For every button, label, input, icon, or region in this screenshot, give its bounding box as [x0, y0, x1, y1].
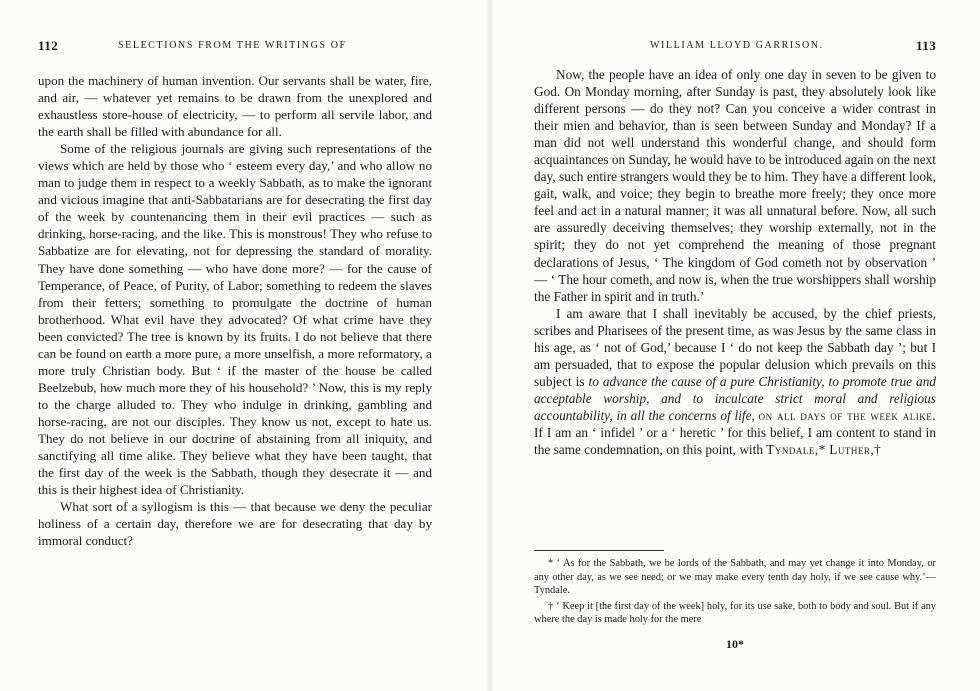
- footnotes: [534, 557, 936, 629]
- footnote-1: * ‘ As for the Sabbath, we be lords of the Sabbath, and may yet change it into Monday, or any other day, as we see need; or we may make every tenth day holy, if we see cause why.’—Tyndale.: [534, 558, 936, 596]
- name-luther: Luther,†: [829, 442, 882, 458]
- left-page-number: 112: [38, 38, 59, 53]
- left-paragraph-1: upon the machinery of human invention. Our servants shall be water, fire, and air, — whatever yet remains to be drawn from the unexplored and exhaustless store-house of electricity, — to perform all servile labor, and the earth shall be filled with abundance for all.: [38, 73, 432, 140]
- left-paragraph-3: What sort of a syllogism is this — that because we deny the peculiar holiness of a certain day, therefore we are for desecrating that day by immoral conduct?: [38, 499, 432, 549]
- right-running-head: [490, 38, 980, 54]
- right-page: [490, 0, 980, 691]
- right-paragraph-2-end: If I am an ‘ infidel ’ or a ‘ heretic ’ for this belief, I am content to stand in the same condemnation, on this point, with: [534, 424, 936, 458]
- right-paragraph-2-plain: I am aware that I shall inevitably be accused, by the chief priests, scribes and Pharisees of the present time, as was Jesus by the same class in his age, as ‘ not of God,’ because I ‘ do not keep the Sabbath day ’; but I am persuaded, that to expose the popular delusion which prevails on this subject is: [534, 305, 936, 389]
- right-body-text: [534, 66, 936, 458]
- signature-mark: 10*: [726, 637, 744, 651]
- left-body-text: [38, 72, 432, 549]
- right-running-title: WILLIAM LLOYD GARRISON.: [650, 40, 824, 51]
- left-paragraph-2: Some of the religious journals are giving such representations of the views which are held by those who ‘ esteem every day,’ and who allow no man to judge them in respect to a weekly Sabbath, as to make the ignorant and vicious imagine that anti-Sabbatarians are for desecrating the first day of the week by countenancing them in their evil practices — such as drinking, horse-racing, and the like. This is monstrous! They who refuse to Sabbatize are for elevating, not for depressing the standard of morality. They have done something — who have done more? — for the cause of Temperance, of Peace, of Purity, of Labor; something to redeem the slaves from their fetters; something to promulgate the doctrine of human brotherhood. What evil have they advocated? Of what crime have they been convicted? The tree is known by its fruits. I do not believe that there can be found on earth a more pure, a more unselfish, a more reformatory, a more truly Christian body. But ‘ if the master of the house be called Beelzebub, how much more they of his household? ’ Now, this is my reply to the charge alluded to. They who indulge in drinking, gambling and horse-racing, are not our disciples. They know us not, except to hate us. They do not believe in our doctrine of abstaining from all iniquity, and sanctifying all time alike. They believe what they have been taught, that the first day of the week is the Sabbath, though they desecrate it — and this is their highest idea of Christianity.: [38, 141, 432, 498]
- right-paragraph-2-caps: on all days of the week alike.: [758, 407, 937, 423]
- right-page-number: 113: [916, 38, 937, 53]
- name-tyndale: Tyndale,*: [766, 442, 826, 458]
- right-paragraph-2: [534, 305, 936, 458]
- left-running-title: SELECTIONS FROM THE WRITINGS OF: [118, 40, 347, 51]
- right-paragraph-1: Now, the people have an idea of only one day in seven to be given to God. On Monday morning, after Sunday is past, they absolutely look like different persons — do they not? Can you conceive a wider contrast in their mien and behavior, than is seen between Sunday and Monday? If a man did not well understand this wonderful change, and should form acquaintances on Sunday, he would have to be introduced again on the next day, such entire strangers would they be to him. They have a different look, gait, walk, and voice; they begin to breathe more freely; they once more feel and act in a natural manner; it was all unnatural before. Now, all such are assuredly deceiving themselves; they worship externally, not in the spirit; they do not yet comprehend the meaning of those pregnant declarations of Jesus, ‘ The kingdom of God cometh not by observation ’ — ‘ The hour cometh, and now is, when the true worshippers shall worship the Father in spirit and in truth.’: [534, 67, 936, 304]
- right-paragraph-2-italic: to advance the cause of a pure Christianity, to promote true and acceptable worship, and to inculcate strict moral and religious accountability, in all the concerns of life,: [534, 373, 936, 423]
- footnote-rule: [534, 550, 664, 551]
- footnote-2: † ‘ Keep it [the first day of the week] holy, for its use sake, both to body and soul. But if any where the day is made holy for the mere: [534, 600, 936, 625]
- left-running-head: [0, 38, 490, 54]
